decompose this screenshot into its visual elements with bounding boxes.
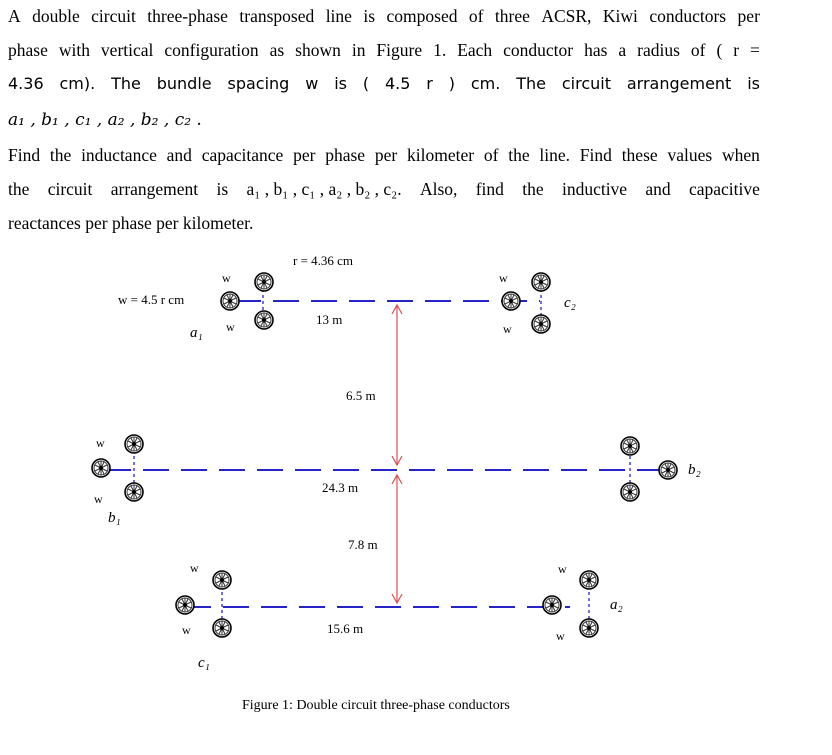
conductor xyxy=(255,311,273,329)
w-mark: w xyxy=(226,320,235,334)
bundle-guides xyxy=(134,283,630,628)
word: per xyxy=(737,6,760,26)
word: circuit xyxy=(47,179,93,199)
word: a xyxy=(618,40,627,60)
conductor xyxy=(176,596,194,614)
word: per xyxy=(293,145,316,165)
word: Find xyxy=(579,145,612,165)
word: capacitive xyxy=(688,179,760,199)
word: ( xyxy=(716,40,723,60)
word: w xyxy=(305,74,319,93)
bottom-width-label: 15.6 m xyxy=(327,621,364,636)
word: kilometer xyxy=(407,145,475,165)
word: ACSR, xyxy=(541,6,592,26)
word: Find xyxy=(8,145,41,165)
word: conductors xyxy=(649,6,727,26)
word: of xyxy=(690,40,706,60)
vertical-dimensions xyxy=(392,305,402,603)
conductor xyxy=(543,596,561,614)
word: line. xyxy=(539,145,571,165)
conductor xyxy=(92,459,110,477)
word: of xyxy=(483,145,499,165)
spacing-label: w = 4.5 r cm xyxy=(118,292,185,307)
word: is xyxy=(747,74,760,93)
conductor xyxy=(213,619,231,637)
word: the xyxy=(8,179,30,199)
conductor xyxy=(532,315,550,333)
word: these xyxy=(621,145,658,165)
w-mark: w xyxy=(190,561,199,575)
word: The xyxy=(516,74,546,93)
word: line xyxy=(325,6,352,26)
word: vertical xyxy=(100,40,154,60)
word: shown xyxy=(295,40,341,60)
word: radius xyxy=(637,40,680,60)
problem-line-7: reactances per phase per kilometer. xyxy=(8,213,254,233)
word: 4.36 xyxy=(8,74,44,93)
word: double xyxy=(32,6,80,26)
conductor xyxy=(213,571,231,589)
word: composed xyxy=(386,6,458,26)
phase-label-c2: c₂ xyxy=(564,295,576,311)
word: 4.5 xyxy=(384,74,411,93)
figure-caption: Figure 1: Double circuit three-phase conductors xyxy=(242,698,510,713)
w-mark: w xyxy=(96,436,105,450)
word: three xyxy=(494,6,530,26)
word: inductive xyxy=(561,179,628,199)
word: in xyxy=(351,40,366,60)
word: Kiwi xyxy=(602,6,638,26)
w-mark: w xyxy=(558,562,567,576)
word: a₁ , b₁ , c₁ , a₂ , b₂ , c₂. xyxy=(246,179,402,199)
word: when xyxy=(721,145,760,165)
word: and xyxy=(645,179,671,199)
conductor xyxy=(255,273,273,291)
word: Figure xyxy=(376,40,423,60)
conductor xyxy=(502,292,520,310)
word: Each xyxy=(457,40,493,60)
top-width-label: 13 m xyxy=(316,312,343,327)
conductor xyxy=(532,273,550,291)
word: cm. xyxy=(470,74,501,93)
lower-vertical-label: 7.8 m xyxy=(348,537,378,552)
word: arrangement xyxy=(626,74,732,93)
word: spacing xyxy=(227,74,290,93)
w-mark: w xyxy=(499,271,508,285)
word: capacitance xyxy=(201,145,284,165)
w-mark: w xyxy=(222,271,231,285)
word: has xyxy=(584,40,608,60)
phase-label-c1: c₁ xyxy=(198,655,210,671)
word: per xyxy=(374,145,398,165)
conductor xyxy=(580,571,598,589)
word: is xyxy=(216,179,229,199)
word: Also, xyxy=(419,179,458,199)
word: as xyxy=(269,40,285,60)
word: r xyxy=(426,74,433,93)
word: = xyxy=(750,40,760,60)
conductor xyxy=(221,292,239,310)
word: the xyxy=(522,179,544,199)
word: configuration xyxy=(164,40,259,60)
conductor xyxy=(659,461,677,479)
word: circuit xyxy=(561,74,611,93)
word: r xyxy=(733,40,740,60)
word: arrangement xyxy=(110,179,199,199)
phase-label-a1: a₁ xyxy=(190,325,203,341)
word: the xyxy=(49,145,72,165)
conductor xyxy=(621,437,639,455)
middle-width-label: 24.3 m xyxy=(322,480,359,495)
phase-label-b2: b₂ xyxy=(688,462,701,478)
radius-label: r = 4.36 cm xyxy=(293,253,354,268)
phase-label-b1: b₁ xyxy=(108,510,121,526)
word: is xyxy=(334,74,347,93)
conductor xyxy=(125,435,143,453)
word: of xyxy=(468,6,484,26)
word: phase xyxy=(8,40,48,60)
word: find xyxy=(475,179,504,199)
word: circuit xyxy=(91,6,136,26)
word: inductance xyxy=(81,145,157,165)
conductor xyxy=(580,619,598,637)
bundle-a2 xyxy=(543,571,598,637)
word: transposed xyxy=(239,6,315,26)
word: three-phase xyxy=(147,6,228,26)
w-mark: w xyxy=(94,492,103,506)
w-mark: w xyxy=(182,623,191,637)
word: A xyxy=(8,6,21,26)
w-mark: w xyxy=(503,322,512,336)
upper-vertical-label: 6.5 m xyxy=(346,388,376,403)
word: 1. xyxy=(433,40,447,60)
problem-line-4: a₁ , b₁ , c₁ , a₂ , b₂ , c₂ . xyxy=(8,110,202,130)
word: phase xyxy=(325,145,366,165)
word: conductor xyxy=(503,40,574,60)
word: values xyxy=(667,145,713,165)
conductor xyxy=(621,483,639,501)
word: with xyxy=(58,40,90,60)
conductor xyxy=(125,483,143,501)
word: the xyxy=(508,145,530,165)
word: cm). xyxy=(59,74,96,93)
w-mark: w xyxy=(556,629,565,643)
word: is xyxy=(363,6,376,26)
word: bundle xyxy=(156,74,212,93)
word: ( xyxy=(362,74,370,93)
word: and xyxy=(166,145,192,165)
word: ) xyxy=(448,74,455,93)
word: The xyxy=(111,74,141,93)
phase-label-a2: a₂ xyxy=(610,597,623,613)
